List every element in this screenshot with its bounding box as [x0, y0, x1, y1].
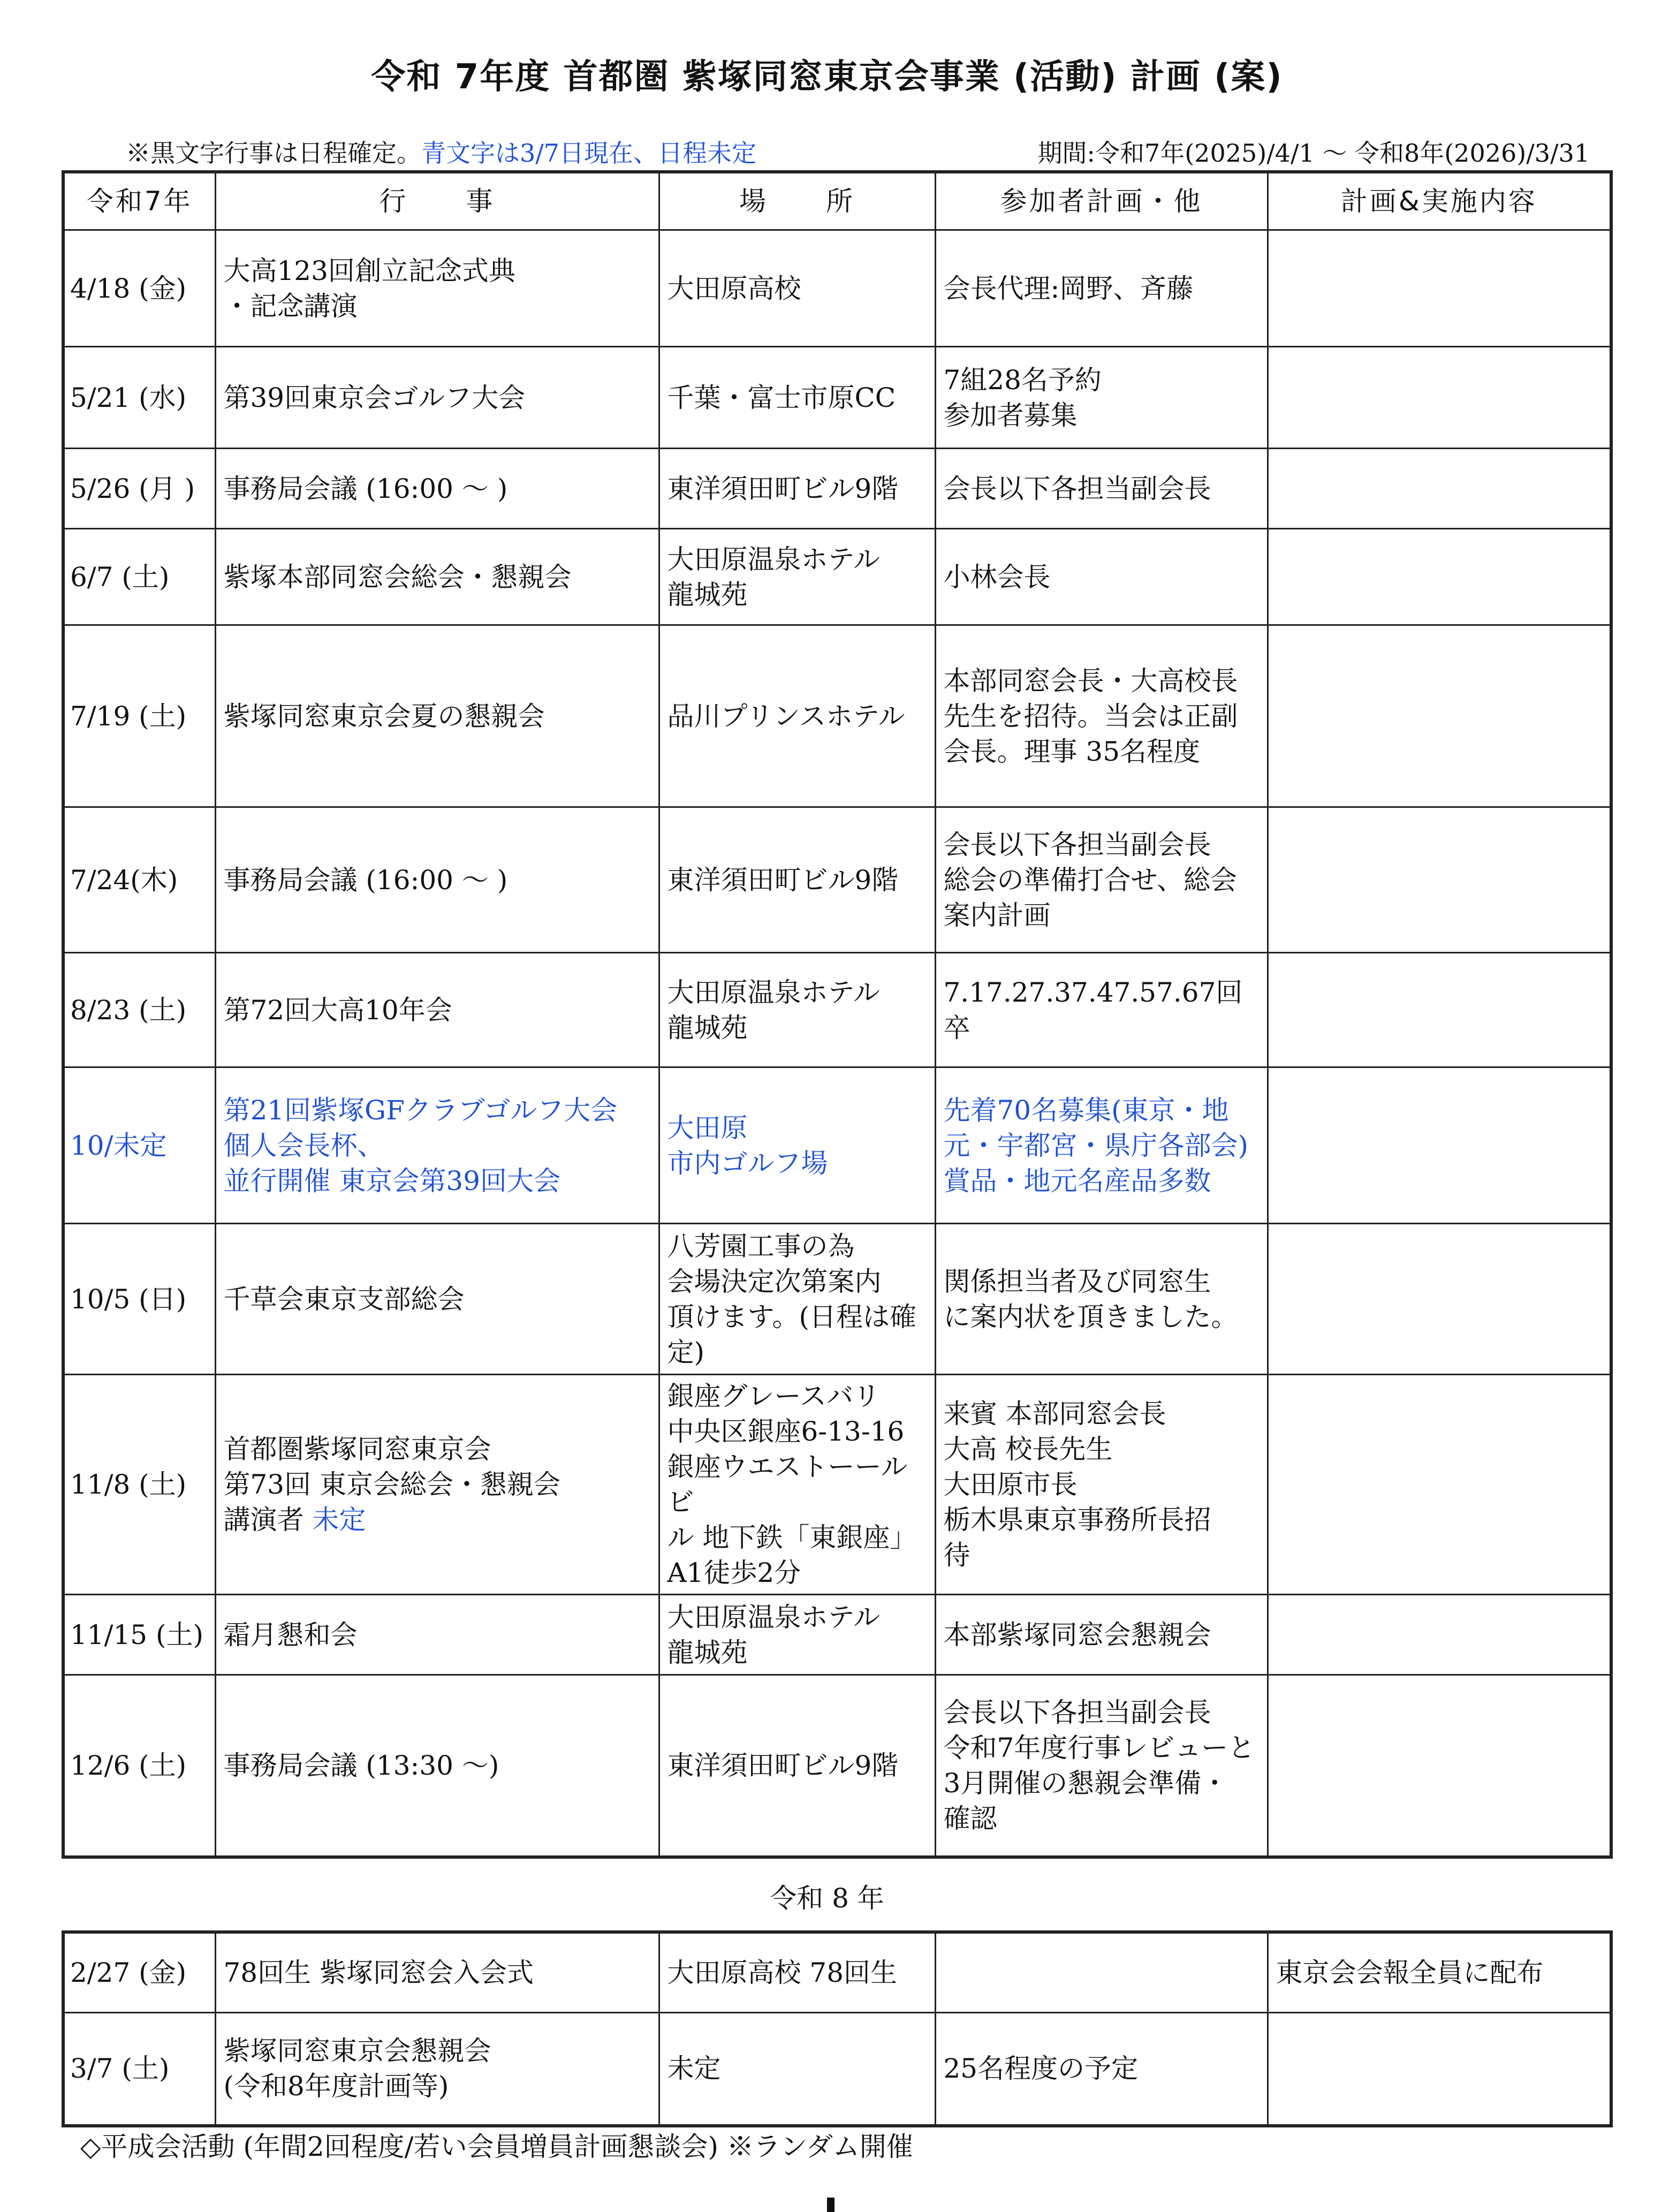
cell-event — [215, 1932, 659, 2012]
footer-note: ◇平成会活動 (年間2回程度/若い会員増員計画懇談会) ※ランダム開催 — [80, 2131, 913, 2162]
cell-text: 霜月懇和会 — [223, 1619, 358, 1650]
cell-plan — [1268, 1675, 1611, 1857]
cell-text: 10/5 (日) — [70, 1283, 187, 1315]
cell-event — [215, 449, 659, 529]
cell-text: 8/23 (土) — [70, 994, 187, 1026]
cell-place — [659, 529, 935, 625]
table-row — [63, 625, 1611, 807]
notes-line — [126, 134, 1590, 168]
cell-text: 八芳園工事の為 会場決定次第案内 頂けます。(日程は確 定) — [667, 1230, 917, 1368]
cell-text: 未定 — [667, 2053, 721, 2085]
cell-text: 事務局会議 (16:00 ～ ) — [223, 473, 508, 504]
fixed-note: ※黒文字行事は日程確定。 — [126, 139, 421, 168]
cell-place — [659, 1675, 935, 1857]
cell-date — [63, 1595, 215, 1675]
cell-date — [63, 347, 215, 449]
cell-text: 先着70名募集(東京・地 元・宇都宮・県庁各部会) 賞品・地元名産品多数 — [943, 1094, 1249, 1196]
cell-participants — [935, 625, 1268, 807]
page-number-mark — [827, 2198, 834, 2212]
cell-plan — [1268, 1067, 1611, 1224]
cell-event — [215, 1595, 659, 1675]
cell-participants — [935, 1067, 1268, 1224]
cell-plan — [1268, 807, 1611, 953]
cell-text: 本部同窓会長・大高校長 先生を招待。当会は正副 会長。理事 35名程度 — [943, 665, 1238, 767]
cell-plan — [1268, 1375, 1611, 1595]
cell-text: 5/26 (月 ) — [70, 473, 195, 504]
table-row — [63, 1067, 1611, 1224]
cell-event — [215, 1675, 659, 1857]
cell-text: 第21回紫塚GFクラブゴルフ大会 個人会長杯、 並行開催 東京会第39回大会 — [223, 1094, 618, 1196]
cell-text: 第72回大高10年会 — [223, 994, 452, 1026]
cell-text: 紫塚同窓東京会夏の懇親会 — [223, 700, 545, 732]
cell-text: 東京会会報全員に配布 — [1276, 1957, 1544, 1988]
cell-date — [63, 625, 215, 807]
cell-date — [63, 1932, 215, 2012]
cell-text: 3/7 (土) — [70, 2053, 170, 2085]
cell-text: 25名程度の予定 — [943, 2053, 1139, 2085]
cell-text: 事務局会議 (13:30 ～) — [223, 1749, 499, 1781]
cell-text: 78回生 紫塚同窓会入会式 — [223, 1957, 534, 1988]
cell-participants — [935, 529, 1268, 625]
cell-text: 東洋須田町ビル9階 — [667, 1749, 899, 1781]
cell-text: 千草会東京支部総会 — [223, 1283, 465, 1315]
cell-participants — [935, 807, 1268, 953]
table-row — [63, 1224, 1611, 1375]
period-note: 期間:令和7年(2025)/4/1 ～ 令和8年(2026)/3/31 — [1037, 139, 1590, 168]
cell-date — [63, 1675, 215, 1857]
cell-plan — [1268, 449, 1611, 529]
table-row — [63, 230, 1611, 347]
cell-participants — [935, 1675, 1268, 1857]
cell-event — [215, 1067, 659, 1224]
table-row — [63, 347, 1611, 449]
cell-text: 7組28名予約 参加者募集 — [943, 364, 1102, 431]
header-event: 行 事 — [215, 172, 659, 230]
header-plan: 計画&実施内容 — [1268, 172, 1611, 230]
cell-text: 4/18 (金) — [70, 272, 187, 304]
table-row — [63, 1595, 1611, 1675]
undecided-note: 青文字は3/7日現在、日程未定 — [421, 139, 757, 168]
cell-event — [215, 2012, 659, 2126]
cell-place — [659, 807, 935, 953]
cell-text: 品川プリンスホテル — [667, 700, 905, 732]
cell-plan — [1268, 953, 1611, 1067]
cell-text: 事務局会議 (16:00 ～ ) — [223, 864, 508, 896]
cell-text: 紫塚本部同窓会総会・懇親会 — [223, 561, 572, 593]
cell-date — [63, 2012, 215, 2126]
cell-event — [215, 347, 659, 449]
cell-text: 7/19 (土) — [70, 700, 187, 732]
cell-text: 第39回東京会ゴルフ大会 — [223, 382, 526, 413]
cell-text: 会長以下各担当副会長 令和7年度行事レビューと 3月開催の懇親会準備・ 確認 — [943, 1696, 1255, 1834]
cell-event — [215, 529, 659, 625]
cell-date — [63, 529, 215, 625]
cell-text: 大田原温泉ホテル 龍城苑 — [667, 1601, 880, 1668]
cell-plan — [1268, 1595, 1611, 1675]
cell-text: 2/27 (金) — [70, 1957, 187, 1988]
cell-text: 大高123回創立記念式典 ・記念講演 — [223, 255, 515, 322]
cell-place — [659, 1595, 935, 1675]
cell-participants — [935, 953, 1268, 1067]
cell-plan — [1268, 230, 1611, 347]
subheading-r8: 令和 8 年 — [770, 1883, 884, 1914]
cell-place — [659, 449, 935, 529]
cell-text: 大田原高校 78回生 — [667, 1957, 898, 1988]
cell-date — [63, 1375, 215, 1595]
speaker-undecided: 未定 — [312, 1504, 366, 1535]
table-row — [63, 807, 1611, 953]
cell-date — [63, 953, 215, 1067]
cell-date — [63, 230, 215, 347]
cell-plan — [1268, 1932, 1611, 2012]
cell-text: 11/15 (土) — [70, 1619, 203, 1650]
cell-date — [63, 807, 215, 953]
cell-event — [215, 953, 659, 1067]
cell-date — [63, 1224, 215, 1375]
cell-text: 12/6 (土) — [70, 1749, 187, 1781]
schedule-note — [126, 134, 756, 168]
cell-text: 千葉・富士市原CC — [667, 382, 896, 413]
schedule-table-r8 — [62, 1930, 1613, 2127]
cell-text: 6/7 (土) — [70, 561, 170, 593]
cell-text: 7.17.27.37.47.57.67回卒 — [943, 976, 1243, 1043]
cell-date — [63, 449, 215, 529]
cell-participants — [935, 347, 1268, 449]
cell-text: 11/8 (土) — [70, 1469, 187, 1500]
cell-participants — [935, 1224, 1268, 1375]
cell-place — [659, 953, 935, 1067]
cell-text: 紫塚同窓東京会懇親会 (令和8年度計画等) — [223, 2035, 491, 2102]
header-date: 令和7年 — [63, 172, 215, 230]
cell-plan — [1268, 2012, 1611, 2126]
table-header-row — [63, 172, 1611, 230]
cell-participants — [935, 1932, 1268, 2012]
header-place: 場 所 — [659, 172, 935, 230]
cell-participants — [935, 1595, 1268, 1675]
cell-text: 大田原温泉ホテル 龍城苑 — [667, 976, 880, 1043]
cell-text: 5/21 (水) — [70, 382, 187, 413]
cell-event — [215, 1224, 659, 1375]
header-participants: 参加者計画・他 — [935, 172, 1268, 230]
cell-text: 会長以下各担当副会長 — [943, 473, 1211, 504]
cell-participants — [935, 1375, 1268, 1595]
cell-plan — [1268, 1224, 1611, 1375]
table-row — [63, 529, 1611, 625]
cell-place — [659, 230, 935, 347]
cell-text: 小林会長 — [943, 561, 1051, 593]
cell-text: 関係担当者及び同窓生 に案内状を頂きました。 — [943, 1266, 1238, 1332]
cell-plan — [1268, 347, 1611, 449]
table-row — [63, 1932, 1611, 2012]
page-title: 令和 7年度 首都圏 紫塚同窓東京会事業 (活動) 計画 (案) — [371, 57, 1283, 97]
cell-plan — [1268, 529, 1611, 625]
cell-text: 大田原 市内ゴルフ場 — [667, 1112, 828, 1179]
cell-text: 東洋須田町ビル9階 — [667, 864, 899, 896]
cell-date — [63, 1067, 215, 1224]
cell-text: 7/24(木) — [70, 864, 178, 896]
cell-place — [659, 1375, 935, 1595]
table-row — [63, 953, 1611, 1067]
cell-text: 会長以下各担当副会長 総会の準備打合せ、総会 案内計画 — [943, 829, 1237, 931]
schedule-table-r7 — [62, 170, 1613, 1859]
cell-text: 会長代理:岡野、斉藤 — [943, 272, 1194, 304]
cell-text: 東洋須田町ビル9階 — [667, 473, 899, 504]
cell-text: 大田原高校 — [667, 272, 801, 304]
cell-place — [659, 1067, 935, 1224]
cell-event — [215, 230, 659, 347]
table-row — [63, 2012, 1611, 2126]
cell-participants — [935, 230, 1268, 347]
cell-text: 来賓 本部同窓会長 大高 校長先生 大田原市長 栃木県東京事務所長招 待 — [943, 1398, 1211, 1571]
cell-participants — [935, 449, 1268, 529]
cell-event — [215, 625, 659, 807]
cell-event — [215, 1375, 659, 1595]
cell-event — [215, 807, 659, 953]
cell-text: 10/未定 — [70, 1130, 167, 1161]
cell-text: 銀座グレースバリ 中央区銀座6-13-16 銀座ウエストーールビ ル 地下鉄「東銀座」 A1徒歩2分 — [667, 1381, 917, 1588]
cell-place — [659, 1932, 935, 2012]
cell-place — [659, 347, 935, 449]
cell-text: 首都圏紫塚同窓東京会 第73回 東京会総会・懇親会 講演者 — [223, 1434, 561, 1535]
cell-place — [659, 2012, 935, 2126]
cell-participants — [935, 2012, 1268, 2126]
cell-text: 本部紫塚同窓会懇親会 — [943, 1619, 1211, 1650]
table-row — [63, 1375, 1611, 1595]
cell-place — [659, 1224, 935, 1375]
cell-place — [659, 625, 935, 807]
cell-plan — [1268, 625, 1611, 807]
table-row — [63, 1675, 1611, 1857]
cell-text: 大田原温泉ホテル 龍城苑 — [667, 543, 880, 610]
table-row — [63, 449, 1611, 529]
